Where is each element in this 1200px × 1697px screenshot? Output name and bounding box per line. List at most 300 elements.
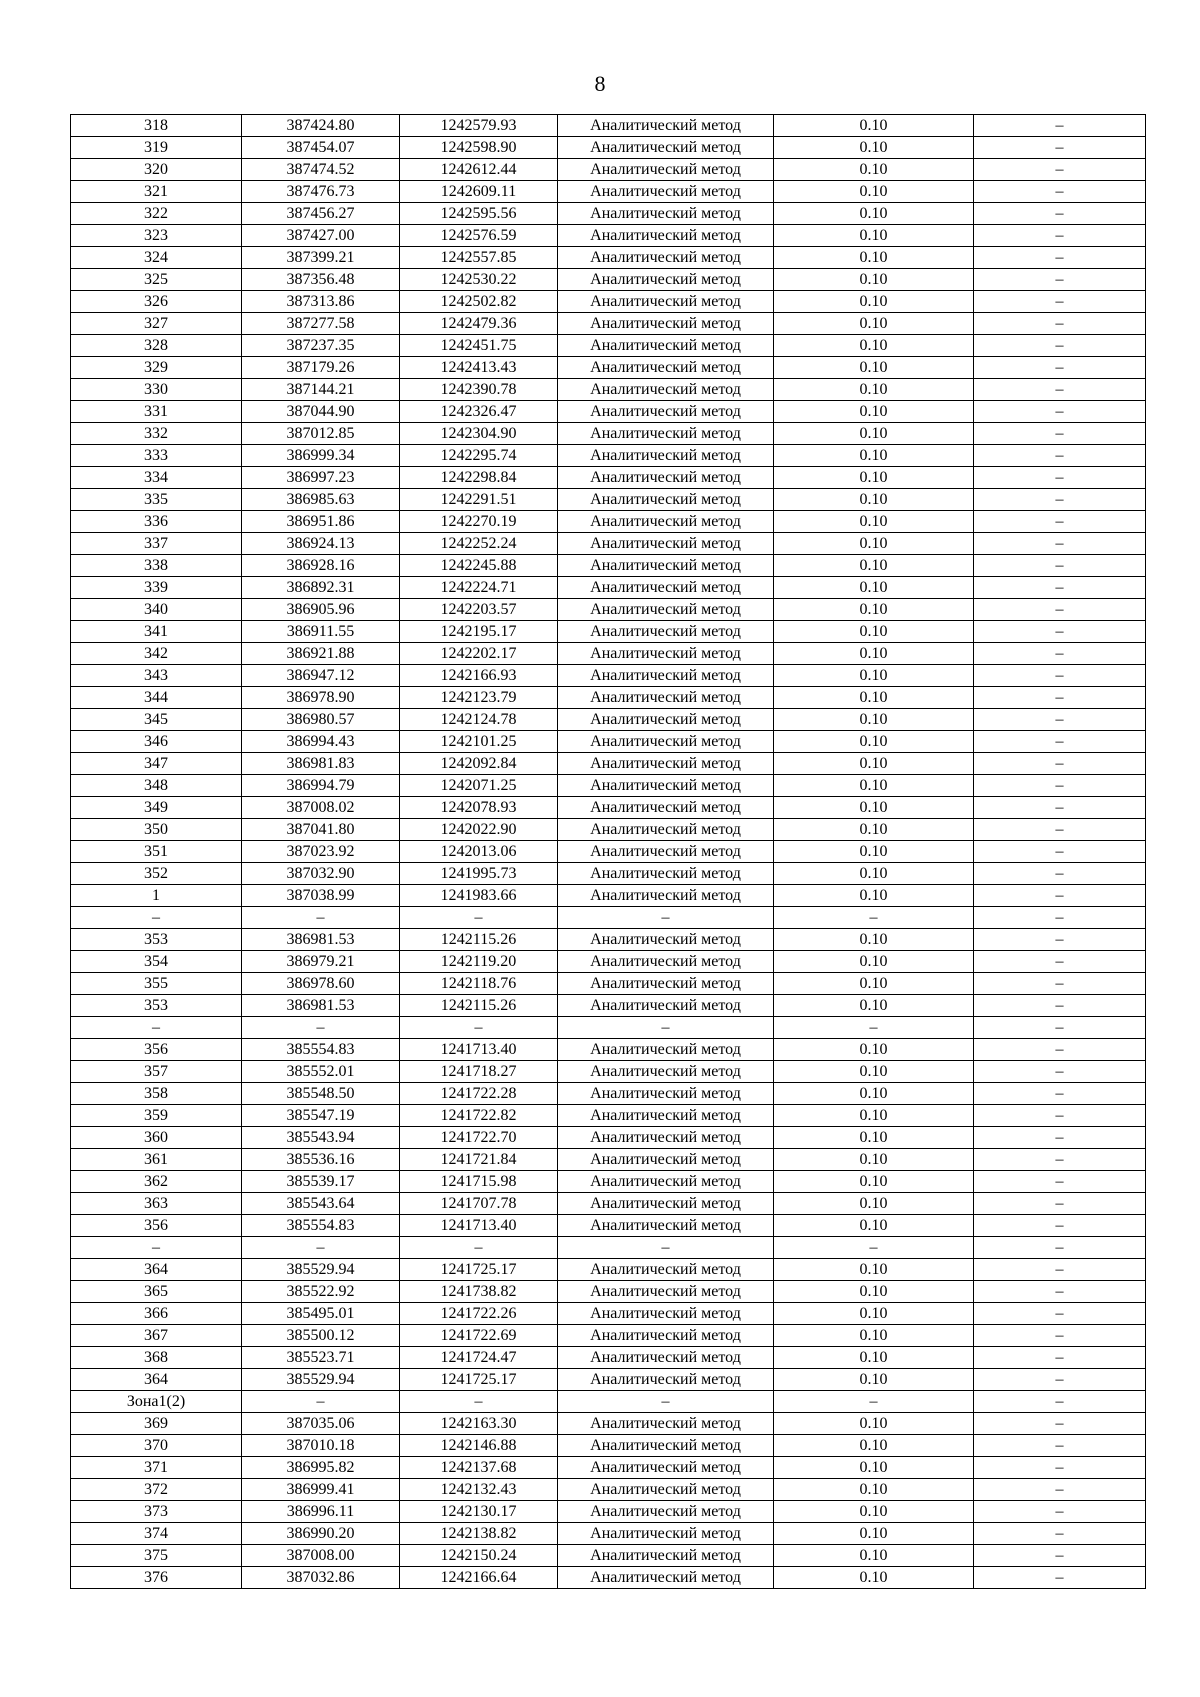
table-row (71, 797, 1146, 819)
method-cell: Аналитический метод (558, 841, 774, 863)
table-row (71, 1479, 1146, 1501)
page-number: 8 (594, 71, 606, 96)
y-coordinate-cell: 1242479.36 (400, 313, 558, 335)
accuracy-cell: 0.10 (774, 841, 974, 863)
y-coordinate-cell: 1242078.93 (400, 797, 558, 819)
accuracy-cell: 0.10 (774, 115, 974, 137)
point-number-cell: 332 (71, 423, 242, 445)
table-row (71, 973, 1146, 995)
point-number-cell: 366 (71, 1303, 242, 1325)
accuracy-cell: 0.10 (774, 555, 974, 577)
point-number-cell: 374 (71, 1523, 242, 1545)
coordinates-table (70, 114, 1146, 1589)
method-cell: Аналитический метод (558, 159, 774, 181)
accuracy-cell: 0.10 (774, 291, 974, 313)
point-number-cell: 364 (71, 1259, 242, 1281)
method-cell: Аналитический метод (558, 423, 774, 445)
table-row (71, 379, 1146, 401)
method-cell: Аналитический метод (558, 1303, 774, 1325)
table-row (71, 1149, 1146, 1171)
y-coordinate-cell: – (400, 1237, 558, 1259)
method-cell: Аналитический метод (558, 1105, 774, 1127)
accuracy-cell: 0.10 (774, 357, 974, 379)
accuracy-cell: 0.10 (774, 1083, 974, 1105)
point-number-cell: 359 (71, 1105, 242, 1127)
y-coordinate-cell: 1241722.28 (400, 1083, 558, 1105)
table-row (71, 511, 1146, 533)
y-coordinate-cell: 1241713.40 (400, 1215, 558, 1237)
accuracy-cell: 0.10 (774, 313, 974, 335)
table-row (71, 291, 1146, 313)
description-cell: – (974, 159, 1146, 181)
x-coordinate-cell: 386990.20 (242, 1523, 400, 1545)
x-coordinate-cell: 387144.21 (242, 379, 400, 401)
point-number-cell: 364 (71, 1369, 242, 1391)
method-cell: Аналитический метод (558, 775, 774, 797)
accuracy-cell: 0.10 (774, 1369, 974, 1391)
x-coordinate-cell: – (242, 907, 400, 929)
accuracy-cell: 0.10 (774, 445, 974, 467)
method-cell: Аналитический метод (558, 291, 774, 313)
table-row (71, 269, 1146, 291)
x-coordinate-cell: 387032.90 (242, 863, 400, 885)
method-cell: Аналитический метод (558, 1435, 774, 1457)
description-cell: – (974, 995, 1146, 1017)
description-cell: – (974, 247, 1146, 269)
accuracy-cell: 0.10 (774, 1567, 974, 1589)
point-number-cell: 365 (71, 1281, 242, 1303)
y-coordinate-cell: 1241738.82 (400, 1281, 558, 1303)
table-row (71, 1501, 1146, 1523)
table-row (71, 1083, 1146, 1105)
y-coordinate-cell: 1242413.43 (400, 357, 558, 379)
accuracy-cell: 0.10 (774, 1303, 974, 1325)
method-cell: Аналитический метод (558, 1281, 774, 1303)
table-row (71, 423, 1146, 445)
y-coordinate-cell: 1242202.17 (400, 643, 558, 665)
method-cell: Аналитический метод (558, 731, 774, 753)
accuracy-cell: 0.10 (774, 1413, 974, 1435)
description-cell: – (974, 885, 1146, 907)
x-coordinate-cell: 387023.92 (242, 841, 400, 863)
accuracy-cell: 0.10 (774, 269, 974, 291)
method-cell: Аналитический метод (558, 1347, 774, 1369)
method-cell: Аналитический метод (558, 555, 774, 577)
x-coordinate-cell: 385495.01 (242, 1303, 400, 1325)
description-cell: – (974, 1479, 1146, 1501)
x-coordinate-cell: 387356.48 (242, 269, 400, 291)
method-cell: Аналитический метод (558, 599, 774, 621)
coordinates-table-body (71, 115, 1146, 1589)
x-coordinate-cell: 387313.86 (242, 291, 400, 313)
description-cell: – (974, 401, 1146, 423)
x-coordinate-cell: 385500.12 (242, 1325, 400, 1347)
table-row (71, 1325, 1146, 1347)
point-number-cell: 375 (71, 1545, 242, 1567)
point-number-cell: 1 (71, 885, 242, 907)
table-row (71, 357, 1146, 379)
y-coordinate-cell: 1241983.66 (400, 885, 558, 907)
method-cell: Аналитический метод (558, 1083, 774, 1105)
table-row (71, 1413, 1146, 1435)
accuracy-cell: 0.10 (774, 1435, 974, 1457)
x-coordinate-cell: 387008.02 (242, 797, 400, 819)
method-cell: Аналитический метод (558, 1171, 774, 1193)
accuracy-cell: 0.10 (774, 423, 974, 445)
y-coordinate-cell: 1242166.93 (400, 665, 558, 687)
description-cell: – (974, 335, 1146, 357)
method-cell: Аналитический метод (558, 1259, 774, 1281)
point-number-cell: 323 (71, 225, 242, 247)
point-number-cell: 333 (71, 445, 242, 467)
x-coordinate-cell: 387424.80 (242, 115, 400, 137)
accuracy-cell: 0.10 (774, 577, 974, 599)
description-cell: – (974, 841, 1146, 863)
x-coordinate-cell: 385547.19 (242, 1105, 400, 1127)
table-row (71, 643, 1146, 665)
y-coordinate-cell: 1241725.17 (400, 1369, 558, 1391)
method-cell: Аналитический метод (558, 1479, 774, 1501)
description-cell: – (974, 775, 1146, 797)
accuracy-cell: 0.10 (774, 709, 974, 731)
x-coordinate-cell: 387427.00 (242, 225, 400, 247)
description-cell: – (974, 1083, 1146, 1105)
accuracy-cell: 0.10 (774, 379, 974, 401)
point-number-cell: 318 (71, 115, 242, 137)
description-cell: – (974, 379, 1146, 401)
method-cell: Аналитический метод (558, 533, 774, 555)
y-coordinate-cell: 1242595.56 (400, 203, 558, 225)
method-cell: Аналитический метод (558, 863, 774, 885)
table-row (71, 907, 1146, 929)
x-coordinate-cell: 385523.71 (242, 1347, 400, 1369)
y-coordinate-cell: 1242123.79 (400, 687, 558, 709)
table-row (71, 1435, 1146, 1457)
method-cell: Аналитический метод (558, 621, 774, 643)
point-number-cell: 370 (71, 1435, 242, 1457)
description-cell: – (974, 467, 1146, 489)
method-cell: Аналитический метод (558, 577, 774, 599)
x-coordinate-cell: 387237.35 (242, 335, 400, 357)
x-coordinate-cell: 386999.34 (242, 445, 400, 467)
description-cell: – (974, 863, 1146, 885)
description-cell: – (974, 1435, 1146, 1457)
table-row (71, 621, 1146, 643)
point-number-cell: 353 (71, 929, 242, 951)
x-coordinate-cell: 387454.07 (242, 137, 400, 159)
x-coordinate-cell: 386892.31 (242, 577, 400, 599)
table-row (71, 533, 1146, 555)
x-coordinate-cell: 385529.94 (242, 1259, 400, 1281)
description-cell: – (974, 1523, 1146, 1545)
point-number-cell: 358 (71, 1083, 242, 1105)
point-number-cell: 328 (71, 335, 242, 357)
table-row (71, 555, 1146, 577)
method-cell: Аналитический метод (558, 973, 774, 995)
point-number-cell: 371 (71, 1457, 242, 1479)
table-row (71, 1237, 1146, 1259)
table-row (71, 577, 1146, 599)
accuracy-cell: 0.10 (774, 181, 974, 203)
method-cell: Аналитический метод (558, 1193, 774, 1215)
method-cell: Аналитический метод (558, 225, 774, 247)
y-coordinate-cell: 1242138.82 (400, 1523, 558, 1545)
accuracy-cell: 0.10 (774, 1127, 974, 1149)
table-row (71, 1105, 1146, 1127)
x-coordinate-cell: 386996.11 (242, 1501, 400, 1523)
description-cell: – (974, 1369, 1146, 1391)
x-coordinate-cell: 386951.86 (242, 511, 400, 533)
y-coordinate-cell: – (400, 1017, 558, 1039)
table-row (71, 1567, 1146, 1589)
point-number-cell: 326 (71, 291, 242, 313)
x-coordinate-cell: 386924.13 (242, 533, 400, 555)
y-coordinate-cell: 1242252.24 (400, 533, 558, 555)
y-coordinate-cell: 1242022.90 (400, 819, 558, 841)
y-coordinate-cell: 1242132.43 (400, 1479, 558, 1501)
method-cell: Аналитический метод (558, 929, 774, 951)
accuracy-cell: – (774, 1017, 974, 1039)
description-cell: – (974, 1061, 1146, 1083)
description-cell: – (974, 533, 1146, 555)
x-coordinate-cell: 386980.57 (242, 709, 400, 731)
y-coordinate-cell: 1241722.69 (400, 1325, 558, 1347)
point-number-cell: 352 (71, 863, 242, 885)
y-coordinate-cell: 1241722.26 (400, 1303, 558, 1325)
table-row (71, 1017, 1146, 1039)
method-cell: Аналитический метод (558, 467, 774, 489)
point-number-cell: 334 (71, 467, 242, 489)
description-cell: – (974, 489, 1146, 511)
table-row (71, 225, 1146, 247)
accuracy-cell: 0.10 (774, 1149, 974, 1171)
y-coordinate-cell: 1242203.57 (400, 599, 558, 621)
description-cell: – (974, 1105, 1146, 1127)
y-coordinate-cell: 1242118.76 (400, 973, 558, 995)
description-cell: – (974, 1215, 1146, 1237)
y-coordinate-cell: 1241722.82 (400, 1105, 558, 1127)
point-number-cell: 337 (71, 533, 242, 555)
y-coordinate-cell: 1242146.88 (400, 1435, 558, 1457)
table-row (71, 819, 1146, 841)
y-coordinate-cell: 1241995.73 (400, 863, 558, 885)
accuracy-cell: 0.10 (774, 885, 974, 907)
description-cell: – (974, 1259, 1146, 1281)
description-cell: – (974, 423, 1146, 445)
y-coordinate-cell: 1241713.40 (400, 1039, 558, 1061)
table-row (71, 951, 1146, 973)
y-coordinate-cell: 1241707.78 (400, 1193, 558, 1215)
accuracy-cell: 0.10 (774, 599, 974, 621)
description-cell: – (974, 753, 1146, 775)
method-cell: Аналитический метод (558, 1215, 774, 1237)
point-number-cell: – (71, 907, 242, 929)
y-coordinate-cell: 1242298.84 (400, 467, 558, 489)
y-coordinate-cell: 1242163.30 (400, 1413, 558, 1435)
x-coordinate-cell: – (242, 1237, 400, 1259)
x-coordinate-cell: 386905.96 (242, 599, 400, 621)
y-coordinate-cell: 1241722.70 (400, 1127, 558, 1149)
x-coordinate-cell: 386978.60 (242, 973, 400, 995)
method-cell: Аналитический метод (558, 995, 774, 1017)
x-coordinate-cell: 385529.94 (242, 1369, 400, 1391)
method-cell: Аналитический метод (558, 1567, 774, 1589)
x-coordinate-cell: 385548.50 (242, 1083, 400, 1105)
description-cell: – (974, 1413, 1146, 1435)
x-coordinate-cell: 386985.63 (242, 489, 400, 511)
method-cell: Аналитический метод (558, 203, 774, 225)
accuracy-cell: 0.10 (774, 401, 974, 423)
description-cell: – (974, 907, 1146, 929)
table-row (71, 1215, 1146, 1237)
x-coordinate-cell: 387041.80 (242, 819, 400, 841)
accuracy-cell: 0.10 (774, 511, 974, 533)
accuracy-cell: 0.10 (774, 753, 974, 775)
table-row (71, 863, 1146, 885)
table-row (71, 1127, 1146, 1149)
point-number-cell: 344 (71, 687, 242, 709)
point-number-cell: 347 (71, 753, 242, 775)
description-cell: – (974, 115, 1146, 137)
table-row (71, 599, 1146, 621)
accuracy-cell: 0.10 (774, 203, 974, 225)
description-cell: – (974, 203, 1146, 225)
table-row (71, 1193, 1146, 1215)
table-row (71, 1347, 1146, 1369)
point-number-cell: 348 (71, 775, 242, 797)
accuracy-cell: 0.10 (774, 533, 974, 555)
table-row (71, 1259, 1146, 1281)
accuracy-cell: 0.10 (774, 687, 974, 709)
accuracy-cell: 0.10 (774, 819, 974, 841)
accuracy-cell: 0.10 (774, 863, 974, 885)
method-cell: Аналитический метод (558, 1457, 774, 1479)
accuracy-cell: 0.10 (774, 951, 974, 973)
description-cell: – (974, 269, 1146, 291)
description-cell: – (974, 797, 1146, 819)
y-coordinate-cell: 1242130.17 (400, 1501, 558, 1523)
accuracy-cell: 0.10 (774, 643, 974, 665)
y-coordinate-cell: 1242576.59 (400, 225, 558, 247)
x-coordinate-cell: 386928.16 (242, 555, 400, 577)
table-row (71, 1523, 1146, 1545)
method-cell: Аналитический метод (558, 1127, 774, 1149)
method-cell: Аналитический метод (558, 357, 774, 379)
y-coordinate-cell: 1242092.84 (400, 753, 558, 775)
point-number-cell: 356 (71, 1039, 242, 1061)
method-cell: Аналитический метод (558, 1413, 774, 1435)
y-coordinate-cell: 1241715.98 (400, 1171, 558, 1193)
x-coordinate-cell: 385522.92 (242, 1281, 400, 1303)
table-row (71, 731, 1146, 753)
description-cell: – (974, 1039, 1146, 1061)
accuracy-cell: 0.10 (774, 1501, 974, 1523)
description-cell: – (974, 1303, 1146, 1325)
y-coordinate-cell: 1242579.93 (400, 115, 558, 137)
table-row (71, 1281, 1146, 1303)
table-row (71, 775, 1146, 797)
accuracy-cell: 0.10 (774, 1281, 974, 1303)
accuracy-cell: 0.10 (774, 929, 974, 951)
method-cell: Аналитический метод (558, 885, 774, 907)
description-cell: – (974, 445, 1146, 467)
y-coordinate-cell: 1242124.78 (400, 709, 558, 731)
x-coordinate-cell: 386911.55 (242, 621, 400, 643)
x-coordinate-cell: 385539.17 (242, 1171, 400, 1193)
description-cell: – (974, 621, 1146, 643)
x-coordinate-cell: 387399.21 (242, 247, 400, 269)
x-coordinate-cell: 386994.79 (242, 775, 400, 797)
description-cell: – (974, 1237, 1146, 1259)
method-cell: Аналитический метод (558, 753, 774, 775)
y-coordinate-cell: 1242115.26 (400, 929, 558, 951)
y-coordinate-cell: 1242166.64 (400, 1567, 558, 1589)
x-coordinate-cell: 387008.00 (242, 1545, 400, 1567)
x-coordinate-cell: 387032.86 (242, 1567, 400, 1589)
table-row (71, 247, 1146, 269)
y-coordinate-cell: 1242115.26 (400, 995, 558, 1017)
method-cell: Аналитический метод (558, 247, 774, 269)
x-coordinate-cell: 386921.88 (242, 643, 400, 665)
y-coordinate-cell: 1242137.68 (400, 1457, 558, 1479)
point-number-cell: 362 (71, 1171, 242, 1193)
method-cell: Аналитический метод (558, 401, 774, 423)
y-coordinate-cell: 1242224.71 (400, 577, 558, 599)
point-number-cell: Зона1(2) (71, 1391, 242, 1413)
y-coordinate-cell: 1242071.25 (400, 775, 558, 797)
description-cell: – (974, 973, 1146, 995)
method-cell: Аналитический метод (558, 269, 774, 291)
y-coordinate-cell: 1242295.74 (400, 445, 558, 467)
table-row (71, 687, 1146, 709)
point-number-cell: 354 (71, 951, 242, 973)
description-cell: – (974, 687, 1146, 709)
point-number-cell: 336 (71, 511, 242, 533)
accuracy-cell: 0.10 (774, 665, 974, 687)
x-coordinate-cell: 387476.73 (242, 181, 400, 203)
method-cell: Аналитический метод (558, 489, 774, 511)
accuracy-cell: 0.10 (774, 335, 974, 357)
method-cell: Аналитический метод (558, 687, 774, 709)
method-cell: Аналитический метод (558, 819, 774, 841)
x-coordinate-cell: 386997.23 (242, 467, 400, 489)
table-row (71, 1303, 1146, 1325)
y-coordinate-cell: 1242291.51 (400, 489, 558, 511)
table-row (71, 1039, 1146, 1061)
accuracy-cell: 0.10 (774, 137, 974, 159)
y-coordinate-cell: – (400, 1391, 558, 1413)
x-coordinate-cell: 387456.27 (242, 203, 400, 225)
point-number-cell: 353 (71, 995, 242, 1017)
accuracy-cell: 0.10 (774, 1215, 974, 1237)
x-coordinate-cell: 386994.43 (242, 731, 400, 753)
point-number-cell: 342 (71, 643, 242, 665)
y-coordinate-cell: 1242304.90 (400, 423, 558, 445)
y-coordinate-cell: 1242013.06 (400, 841, 558, 863)
x-coordinate-cell: 385552.01 (242, 1061, 400, 1083)
table-row (71, 1545, 1146, 1567)
description-cell: – (974, 555, 1146, 577)
description-cell: – (974, 1545, 1146, 1567)
method-cell: Аналитический метод (558, 379, 774, 401)
table-row (71, 753, 1146, 775)
x-coordinate-cell: 386981.83 (242, 753, 400, 775)
description-cell: – (974, 313, 1146, 335)
method-cell: Аналитический метод (558, 1545, 774, 1567)
x-coordinate-cell: 385554.83 (242, 1215, 400, 1237)
x-coordinate-cell: 386981.53 (242, 995, 400, 1017)
point-number-cell: 343 (71, 665, 242, 687)
